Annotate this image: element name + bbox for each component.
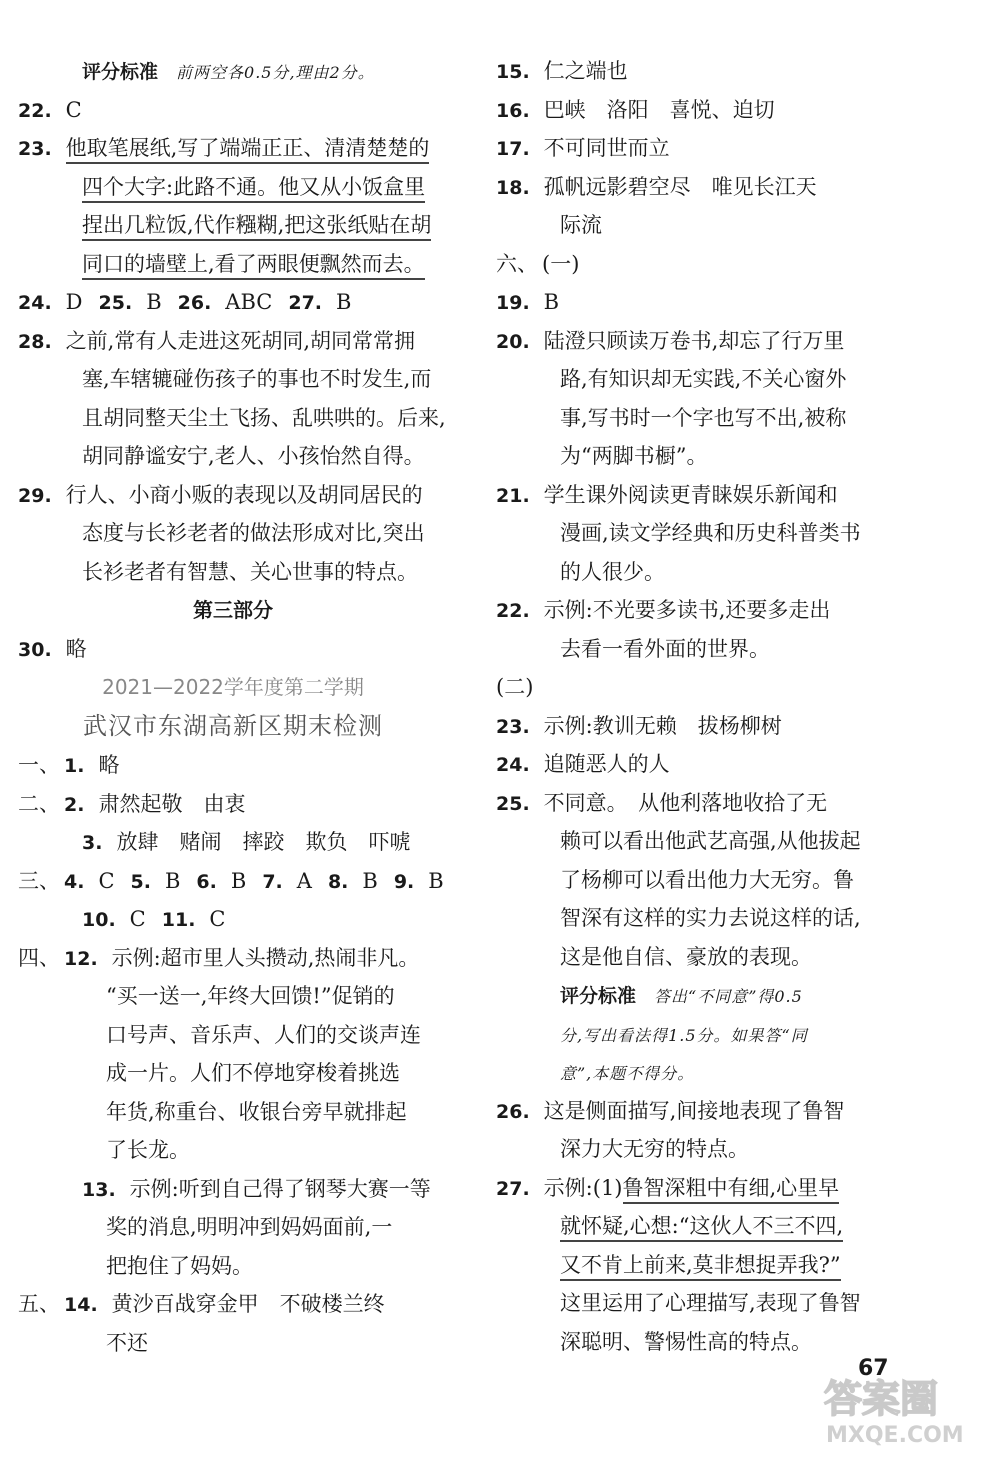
answer-line [18,1285,448,1324]
answer-text: B [230,868,247,893]
answer-text: 他取笔展纸,写了端端正正、清清楚楚的 [66,136,430,164]
answer-line [496,553,926,592]
part-heading [18,591,448,630]
scoring-text: 分,写出看法得1.5分。如果答“同 [560,1025,808,1045]
answer-line [496,861,926,900]
answer-text: C [129,907,146,931]
question-number: 24. [18,292,52,314]
question-number: 22. [18,99,52,122]
answer-line [18,939,448,978]
answer-line [18,52,448,91]
answer-text: 示例:教训无赖 拔杨柳树 [543,713,782,738]
question-number: 14. [64,1294,98,1316]
question-number: 26. [177,292,212,314]
answer-line [496,1092,926,1131]
question-number: 25. [496,792,530,815]
question-number: 23. [18,138,52,160]
answer-text: 肃然起敬 由衷 [98,791,246,816]
section-marker: 三、 [18,868,60,893]
answer-text: 深力大无穷的特点。 [560,1137,749,1161]
question-number: 27. [288,292,323,314]
answer-text: 孤帆远影碧空尽 唯见长江天 [543,174,817,199]
answer-line [18,283,448,322]
exam-name-title: 武汉市东湖高新区期末检测 [83,712,383,740]
answer-text: 把抱住了妈妈。 [106,1253,253,1278]
question-number: 7. [262,870,283,893]
answer-text: 事,写书时一个字也写不出,被称 [560,405,847,430]
answer-line [18,399,448,438]
answer-text: 陆澄只顾读万卷书,却忘了行万里 [543,328,845,353]
question-number: 4. [64,870,85,893]
question-number: 25. [98,292,133,314]
section-marker: 四、 [18,945,60,970]
answer-text: A [296,868,312,893]
answer-text: 仁之端也 [543,59,628,83]
answer-text: 略 [65,636,87,661]
answer-text: 示例:超市里人头攒动,热闹非凡。 [111,945,420,970]
answer-line [18,1247,448,1286]
answer-text: 赖可以看出他武艺高强,从他拔起 [560,829,861,853]
answer-text: 捏出几粒饭,代作糨糊,把这张纸贴在胡 [82,213,431,241]
question-number: 10. [82,909,116,931]
question-number: 26. [496,1100,530,1123]
answer-text: 这里运用了心理描写,表现了鲁智 [560,1291,861,1315]
answer-line [496,976,926,1015]
answer-line [496,1015,926,1054]
answer-line [18,630,448,669]
answer-text: B [543,290,560,314]
answer-text: C [209,907,226,931]
answer-line [18,1016,448,1055]
answer-line [18,514,448,553]
scoring-text: 意”,本题不得分。 [560,1064,695,1083]
answer-text: 学生课外阅读更青睐娱乐新闻和 [543,482,838,507]
answer-line [496,938,926,977]
answer-line [496,52,926,91]
answer-text: 漫画,读文学经典和历史科普类书 [560,521,861,545]
answer-line [496,822,926,861]
question-number: 30. [18,638,52,661]
question-number: 2. [64,793,85,816]
answer-text: 深聪明、警惕性高的特点。 [560,1329,812,1354]
answer-line [18,1208,448,1247]
question-number: 9. [393,870,415,893]
answer-line [496,168,926,207]
section-marker: 五、 [18,1292,60,1316]
answer-line [496,245,926,284]
left-column [18,52,448,1362]
watermark-line1: 答案圈 [824,1377,939,1421]
right-column [496,52,926,1361]
answer-line [18,322,448,361]
answer-line [496,745,926,784]
answer-text: B [146,290,162,314]
answer-text: B [164,868,181,893]
answer-text-prefix: 示例:(1) [543,1175,623,1200]
question-number: 20. [496,330,530,353]
answer-line [496,360,926,399]
answer-text: C [65,97,82,122]
answer-text: 且胡同整天尘土飞扬、乱哄哄的。后来, [82,405,446,430]
answer-text: (一) [542,251,580,276]
question-number: 6. [196,870,217,893]
answer-line [496,437,926,476]
answer-line [18,977,448,1016]
question-number: 29. [18,484,52,507]
question-number: 12. [64,947,98,970]
section-marker: 六、 [496,251,538,276]
answer-text: 智深有这样的实力去说这样的话, [560,906,861,930]
answer-text: 不还 [106,1330,148,1355]
answer-line [496,591,926,630]
scoring-text: 答出“不同意”得0.5 [654,987,803,1006]
question-number: 11. [161,909,196,931]
answer-line [18,129,448,168]
answer-line [496,399,926,438]
answer-line [18,360,448,399]
question-number: 8. [327,870,349,893]
answer-line [496,283,926,322]
exam-year-title: 2021—2022学年度第二学期 [102,675,364,699]
answer-text: 示例:不光要多读书,还要多走出 [543,598,831,622]
answer-line [18,900,448,939]
part-heading-text: 第三部分 [193,598,273,622]
question-number: 19. [496,292,530,314]
answer-text: 行人、小商小贩的表现以及胡同居民的 [65,482,423,507]
answer-line [18,437,448,476]
question-number: 13. [82,1178,116,1201]
page-number: 67 [858,1356,889,1381]
answer-text: 口号声、音乐声、人们的交谈声连 [106,1022,421,1047]
answer-text: 黄沙百战穿金甲 不破楼兰终 [111,1292,385,1316]
answer-text: 示例:听到自己得了钢琴大赛一等 [129,1176,431,1201]
answer-text: 去看一看外面的世界。 [560,636,770,661]
answer-line [496,630,926,669]
answer-line [496,1246,926,1285]
answer-line [18,785,448,824]
question-number: 21. [496,484,530,507]
answer-line [496,1130,926,1169]
question-number: 24. [496,754,530,776]
question-number: 18. [496,176,530,199]
answer-line [496,129,926,168]
question-number: 27. [496,1177,530,1200]
answer-line [18,1131,448,1170]
answer-line [496,784,926,823]
question-number: 28. [18,330,52,353]
answer-text: 又不肯上前来,莫非想捉弄我?” [560,1253,841,1281]
answer-line [18,746,448,785]
answer-line [18,553,448,592]
question-number: 5. [130,870,151,893]
answer-line [18,476,448,515]
answer-text: 了杨柳可以看出他力大无穷。鲁 [560,867,854,892]
answer-line [496,1169,926,1208]
answer-text: 路,有知识却无实践,不关心窗外 [560,367,847,391]
answer-text: 略 [98,753,120,777]
answer-text: “买一送一,年终大回馈!”促销的 [106,984,395,1008]
answer-line [496,1207,926,1246]
answer-text: 同口的墙壁上,看了两眼便飘然而去。 [82,252,425,280]
answer-text: 不同意。 从他利落地收拾了无 [543,790,828,815]
answer-line [496,91,926,130]
answer-text: 塞,车辖辘碰伤孩子的事也不时发生,而 [82,367,432,391]
answer-text: 年货,称重台、收银台旁早就排起 [106,1099,407,1124]
question-number: 15. [496,61,530,83]
question-number: 3. [82,832,103,854]
answer-text: D [65,290,83,314]
answer-text: 不可同世而立 [543,136,670,160]
underlined-answer: 鲁智深粗中有细,心里早 [623,1176,840,1204]
answer-line [18,206,448,245]
answer-line [496,1053,926,1092]
answer-line [496,514,926,553]
answer-line [18,168,448,207]
scoring-label: 评分标准 [560,985,637,1007]
answer-text: B [336,290,352,314]
answer-line [18,1324,448,1363]
section-marker: 一、 [18,753,60,777]
answer-text: 之前,常有人走进这死胡同,胡同常常拥 [65,328,416,353]
answer-text: 放肆 赌闹 摔跤 欺负 吓唬 [116,830,411,854]
answer-text: 了长龙。 [106,1138,190,1162]
answer-text: 追随恶人的人 [543,752,670,776]
scoring-label: 评分标准 [82,61,159,83]
answer-line [18,1170,448,1209]
answer-text: 这是他自信、豪放的表现。 [560,944,812,969]
answer-line [18,823,448,862]
answer-text: C [98,868,115,893]
question-number: 1. [64,755,85,777]
answer-text: (二) [496,675,534,699]
watermark-line2: MXQE.COM [826,1423,964,1448]
answer-line [496,668,926,707]
answer-line [18,1054,448,1093]
answer-line [18,862,448,901]
answer-line [496,707,926,746]
answer-text: 际流 [560,213,602,237]
answer-text: 就怀疑,心想:“这伙人不三不四, [560,1214,843,1242]
answer-text: 四个大字:此路不通。他又从小饭盒里 [82,175,425,203]
answer-line [496,206,926,245]
question-number: 23. [496,715,530,738]
answer-line [496,322,926,361]
watermark-logo [818,1368,994,1448]
answer-text: B [428,868,444,893]
question-number: 16. [496,99,530,122]
question-number: 22. [496,600,530,622]
question-number: 17. [496,138,530,160]
answer-line [18,91,448,130]
scoring-text: 前两空各0.5分,理由2分。 [176,63,375,82]
answer-line [496,1284,926,1323]
answer-line [18,245,448,284]
answer-line [496,899,926,938]
answer-text: ABC [225,290,273,314]
answer-text: 的人很少。 [560,559,665,584]
answer-text: B [362,868,378,893]
answer-text: 胡同静谧安宁,老人、小孩怡然自得。 [82,444,425,468]
answer-text: 为“两脚书橱”。 [560,444,708,468]
answer-line [496,476,926,515]
answer-text: 这是侧面描写,间接地表现了鲁智 [543,1098,845,1123]
answer-text: 长衫老者有智慧、关心世事的特点。 [82,559,418,584]
answer-text: 态度与长衫老者的做法形成对比,突出 [82,521,425,545]
answer-text: 巴峡 洛阳 喜悦、迫切 [543,97,775,122]
answer-text: 奖的消息,明明冲到妈妈面前,一 [106,1215,393,1239]
section-marker: 二、 [18,791,60,816]
answer-text: 成一片。人们不停地穿梭着挑选 [106,1061,400,1085]
answer-line [18,1093,448,1132]
